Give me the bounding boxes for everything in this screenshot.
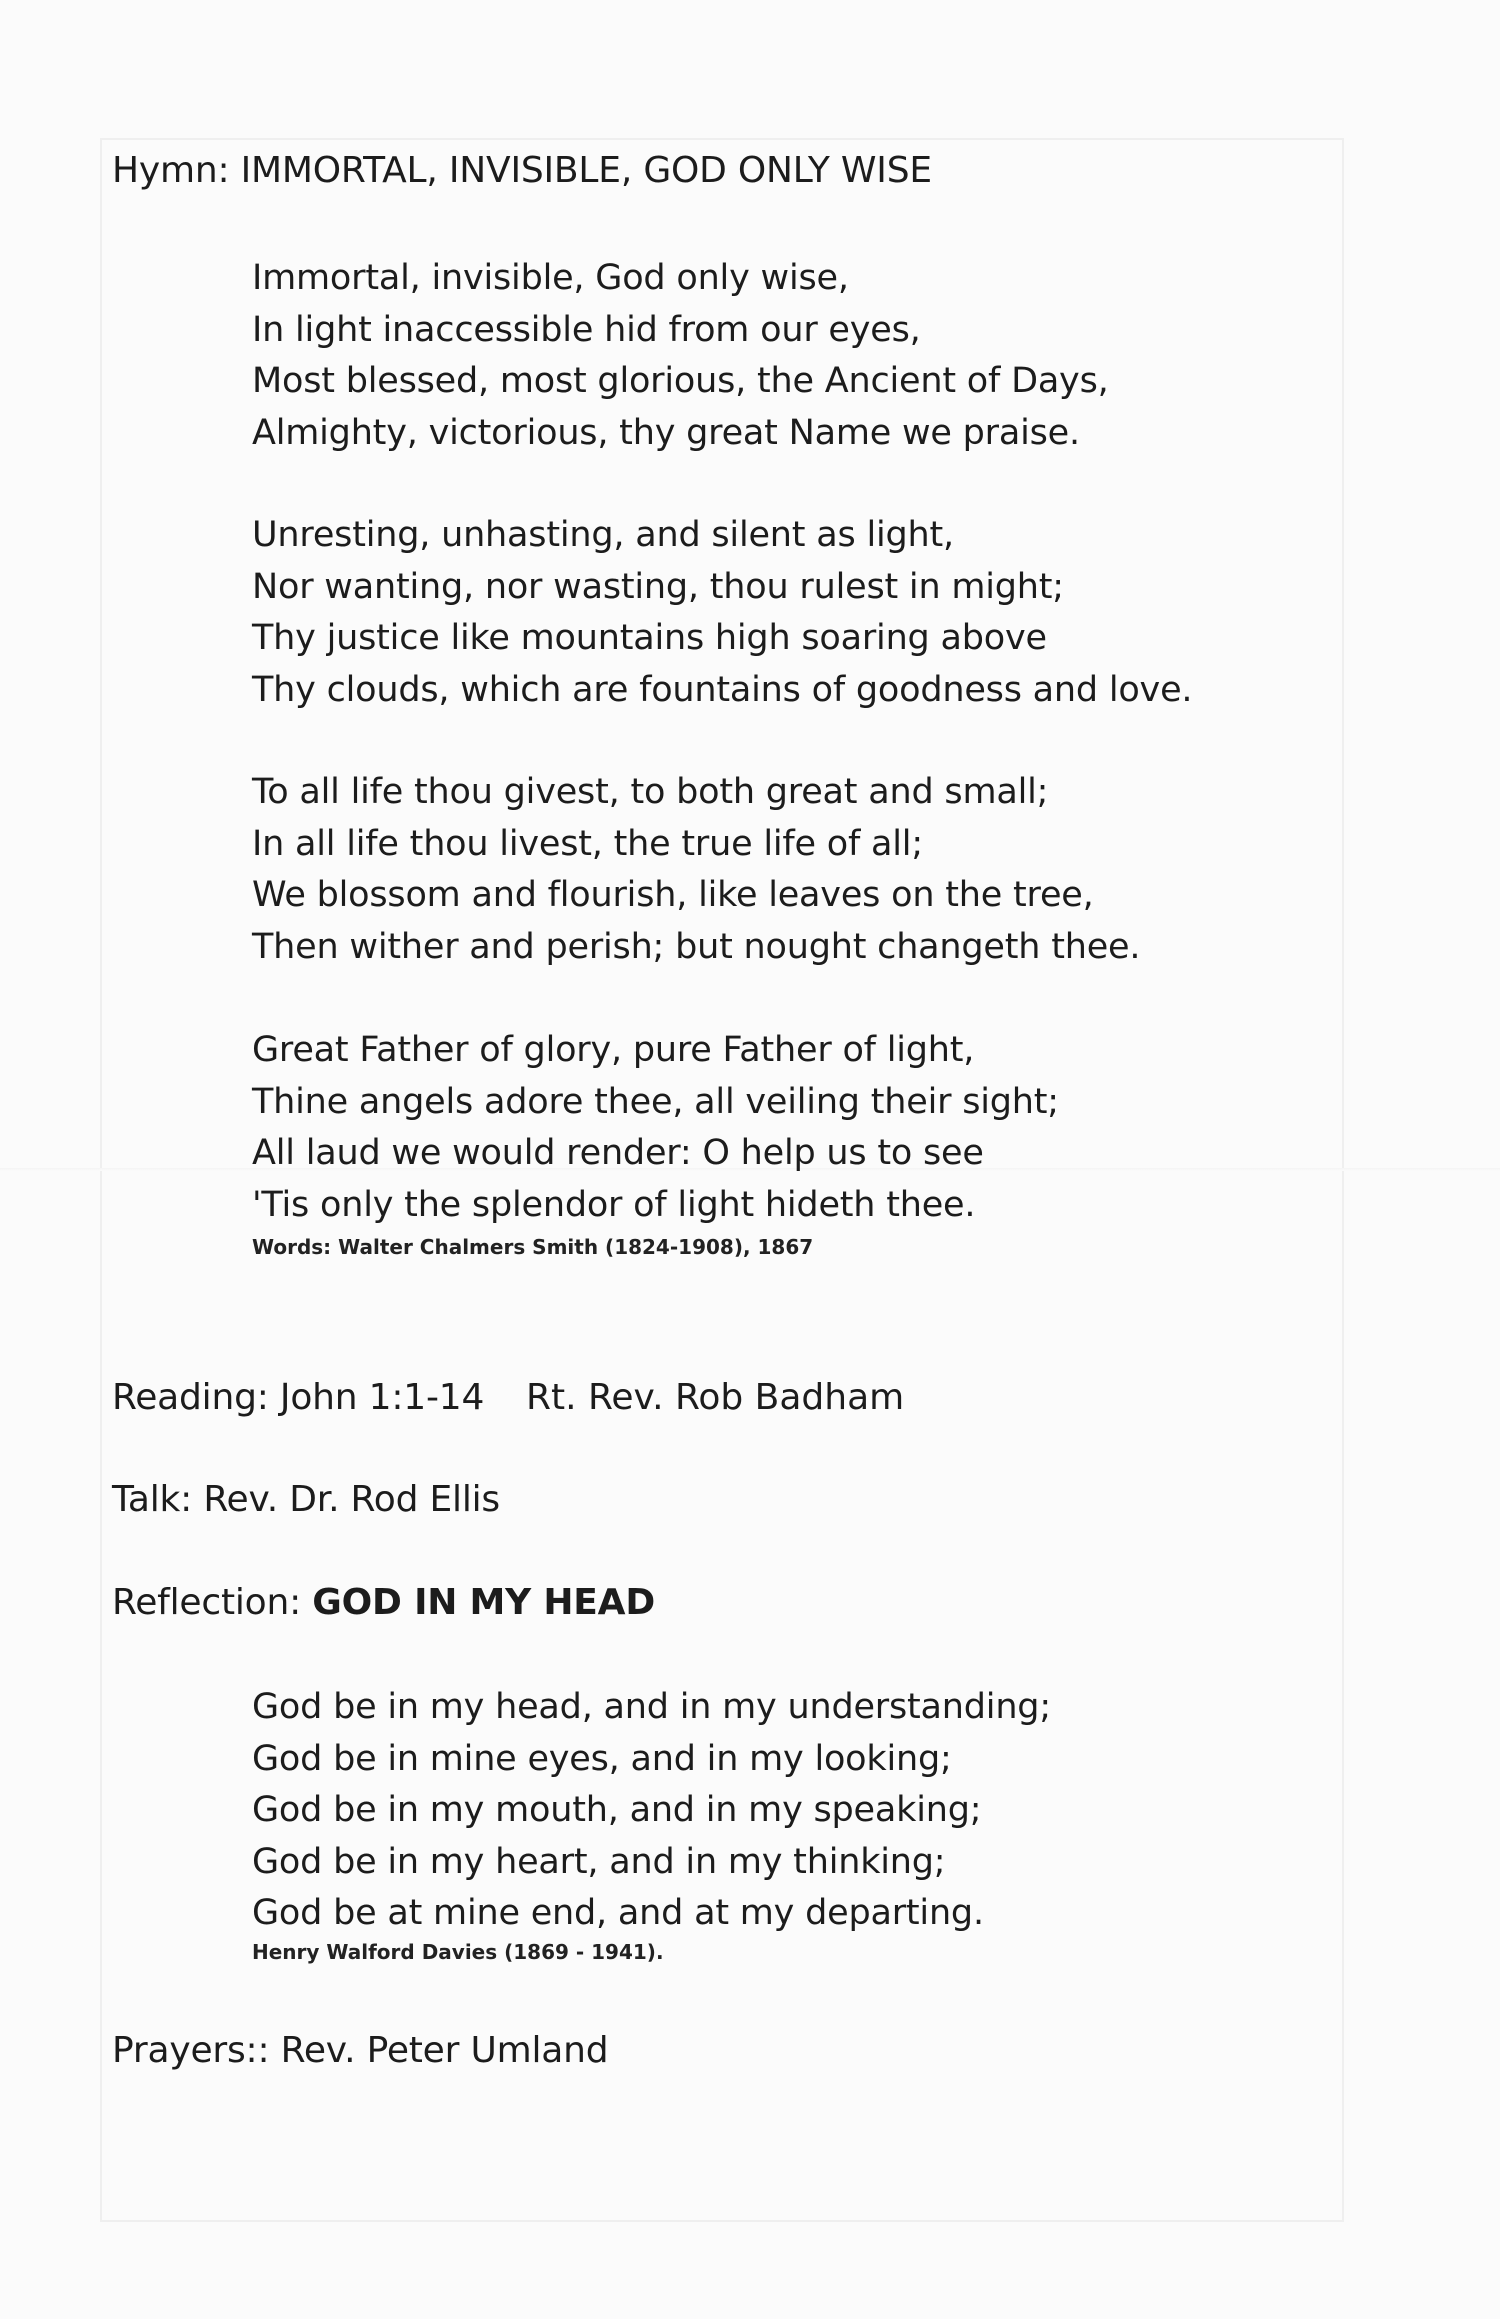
reflection-heading <box>112 1582 655 1623</box>
reflection-label: Reflection: <box>112 1582 313 1623</box>
prayer-line: God be in my heart, and in my thinking; <box>252 1841 946 1882</box>
hymn-title: IMMORTAL, INVISIBLE, GOD ONLY WISE <box>240 150 932 191</box>
stanza-line: Thy justice like mountains high soaring above <box>252 618 1047 658</box>
reading-label: Reading: John 1:1-14 <box>112 1377 485 1418</box>
hymn-stanza-1 <box>252 253 1109 459</box>
hymn-heading <box>112 150 932 191</box>
stanza-line: In all life thou livest, the true life of all; <box>252 823 923 864</box>
stanza-line: In light inaccessible hid from our eyes, <box>252 309 921 350</box>
reflection-title: GOD IN MY HEAD <box>312 1582 656 1623</box>
prayer-line: God be in my head, and in my understanding; <box>252 1687 1051 1727</box>
prayers-label: Prayers:: Rev. Peter Umland <box>112 2030 609 2071</box>
prayer-line: God be in my mouth, and in my speaking; <box>252 1790 982 1830</box>
stanza-line: To all life thou givest, to both great and small; <box>252 772 1049 812</box>
stanza-line: Almighty, victorious, thy great Name we praise. <box>252 412 1080 453</box>
stanza-line: 'Tis only the splendor of light hideth thee. <box>252 1184 976 1225</box>
hymn-stanza-4 <box>252 1025 1059 1231</box>
prayer-line: God be in mine eyes, and in my looking; <box>252 1738 952 1779</box>
hymn-stanza-2 <box>252 510 1192 716</box>
talk-label: Talk: Rev. Dr. Rod Ellis <box>112 1479 500 1520</box>
hymn-stanza-3 <box>252 767 1140 973</box>
stanza-line: Then wither and perish; but nought changeth thee. <box>252 926 1141 967</box>
stanza-line: All laud we would render: O help us to see <box>252 1133 984 1173</box>
stanza-line: Great Father of glory, pure Father of light, <box>252 1030 975 1070</box>
stanza-line: Immortal, invisible, God only wise, <box>252 258 849 298</box>
hymn-credit: Words: Walter Chalmers Smith (1824-1908), 1867 <box>252 1235 814 1259</box>
stanza-line: Nor wanting, nor wasting, thou rulest in might; <box>252 566 1064 607</box>
stanza-line: Thy clouds, which are fountains of goodness and love. <box>252 669 1193 710</box>
stanza-line: Most blessed, most glorious, the Ancient of Days, <box>252 361 1109 401</box>
stanza-line: Unresting, unhasting, and silent as light, <box>252 515 954 555</box>
stanza-line: Thine angels adore thee, all veiling their sight; <box>252 1081 1059 1122</box>
reflection-credit: Henry Walford Davies (1869 - 1941). <box>252 1940 664 1964</box>
reflection-prayer <box>252 1682 1051 1940</box>
prayer-line: God be at mine end, and at my departing. <box>252 1893 984 1933</box>
reading-reader: Rt. Rev. Rob Badham <box>526 1377 905 1418</box>
hymn-label: Hymn: <box>112 150 241 191</box>
stanza-line: We blossom and flourish, like leaves on the tree, <box>252 875 1094 915</box>
